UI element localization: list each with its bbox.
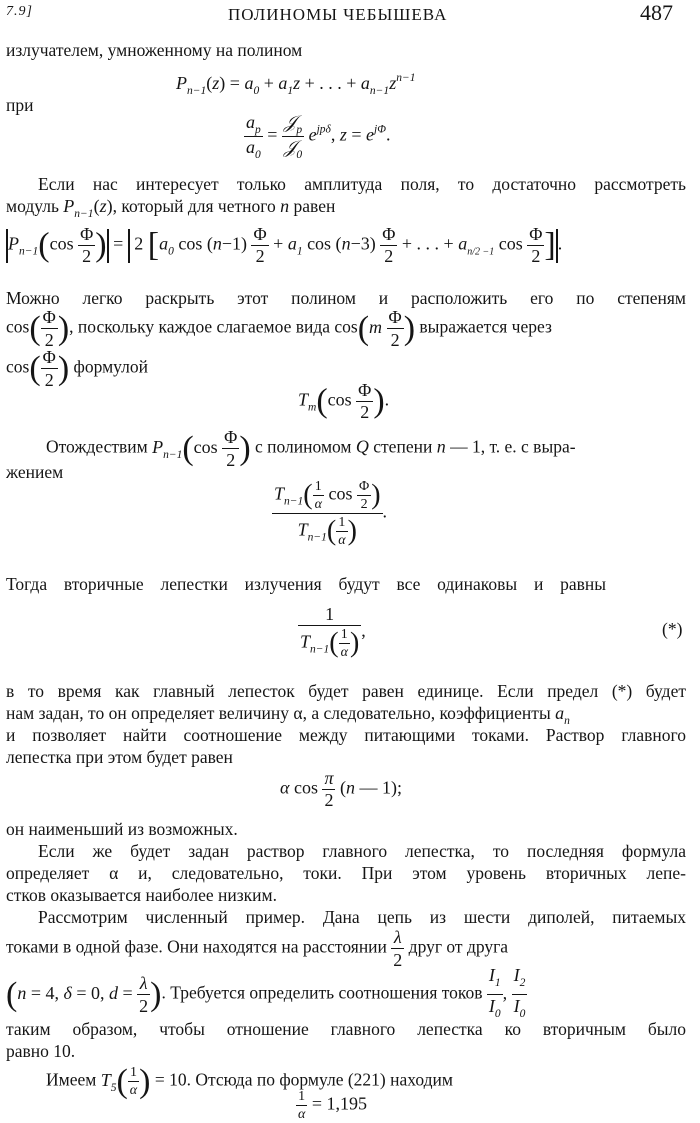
paragraph-line: таким образом, чтобы отношение главного лепестка ко вторичным было <box>6 1019 686 1039</box>
paragraph-line: жением <box>6 462 64 482</box>
formula-main-lobe: α cos $\frac{\pi}{2}$ (n — 1); <box>280 768 402 810</box>
paragraph-line: Имеем $T_5$( $\frac{1}{\alpha}$ ) = 10. Отсюда по формуле (221) находим <box>46 1062 453 1100</box>
paragraph-line: равно 10. <box>6 1041 76 1061</box>
paragraph-line: cos( $\frac{\Phi}{2}$ ) формулой <box>6 347 149 390</box>
running-title: ПОЛИНОМЫ ЧЕБЫШЕВА <box>228 5 448 24</box>
formula-side-lobe: 1 $T_{n-1}$( $\frac{1}{\alpha}$ ) , <box>300 604 366 660</box>
formula-modulus: $P_{n-1}(\cos$ $\frac{\Phi}{2}$ ) = 2 [$a_0$ cos (n−1) $\frac{\Phi}{2}$ + $a_1$ cos (n−3) $\frac{\Phi}{2}$ + . . . + $a_{n/2 -1}$ cos $\frac{\Phi}{2}$ ] . <box>8 224 563 266</box>
paragraph-line: излучателем, умноженному на полином <box>6 40 303 60</box>
paragraph-line: Если же будет задан раствор главного лепестка, то последняя формула <box>38 841 686 861</box>
paragraph-line: Тогда вторичные лепестки излучения будут все одинаковы и равны <box>6 574 606 594</box>
formula-ratio: $\frac{a_p}{a_0}$ = $\frac{𝒥_p}{𝒥_0}$ $e^{jp\delta}$, $z = e^{j\Phi}$. <box>246 112 391 161</box>
formula-chebyshev: $T_m(\cos$ $\frac{\Phi}{2}$ ). <box>298 380 390 422</box>
paragraph-line: токами в одной фазе. Они находятся на расстоянии $\frac{\lambda}{2}$ друг от друга <box>6 927 509 970</box>
paragraph-line: модуль $P_{n-1}(z)$, который для четного n равен <box>6 196 336 220</box>
paragraph-line: определяет α и, следовательно, токи. При этом уровень вторичных лепе- <box>6 863 686 883</box>
formula-polynomial: $P_{n-1}(z) = a_0 + a_1z$ + . . . + $a_{n-1}z^{n-1}$ <box>176 72 416 97</box>
formula-result: $\frac{1}{\alpha}$ = 1,195 <box>298 1089 368 1122</box>
paragraph-line: Отождествим $P_{n-1}(\cos$ $\frac{\Phi}{2}$ ) с полиномом Q степени n — 1, т. е. с выра- <box>46 427 576 470</box>
paragraph-line: в то время как главный лепесток будет равен единице. Если предел (*) будет <box>6 681 686 701</box>
paragraph-line: стков оказывается наиболее низким. <box>6 885 277 905</box>
paragraph-line: cos( $\frac{\Phi}{2}$ ), поскольку каждое слагаемое вида cos(m $\frac{\Phi}{2}$ ) выражается через <box>6 307 552 350</box>
paragraph-line: Рассмотрим численный пример. Дана цепь из шести диполей, питаемых <box>38 907 686 927</box>
paragraph-line: при <box>6 95 34 115</box>
paragraph-line: Можно легко раскрыть этот полином и расположить его по степеням <box>6 288 686 308</box>
formula-chebyshev-ratio: $T_{n-1}$( $\frac{1}{\alpha}$ cos $\frac{\Phi}{2}$ ) $T_{n-1}$( $\frac{1}{\alpha}$ ) . <box>274 479 388 548</box>
equation-tag: (*) <box>662 619 683 639</box>
paragraph-line: он наименьший из возможных. <box>6 819 238 839</box>
page-number: 487 <box>640 0 673 25</box>
paragraph-line: лепестка при этом будет равен <box>6 747 233 767</box>
paragraph-line: (n = 4, δ = 0, d = $\frac{\lambda}{2}$ ). Требуется определить соотношения токов $\frac{I_1}{I_0}$ , $\frac{I_2}{I_0}$ <box>6 964 527 1025</box>
paragraph-line: и позволяет найти соотношение между питающими токами. Раствор главного <box>6 725 686 745</box>
section-number: 7.9] <box>6 4 33 19</box>
paragraph-line: нам задан, то он определяет величину α, а следовательно, коэффициенты $a_n$ <box>6 703 570 727</box>
paragraph-line: Если нас интересует только амплитуда поля, то достаточно рассмотреть <box>38 174 686 194</box>
